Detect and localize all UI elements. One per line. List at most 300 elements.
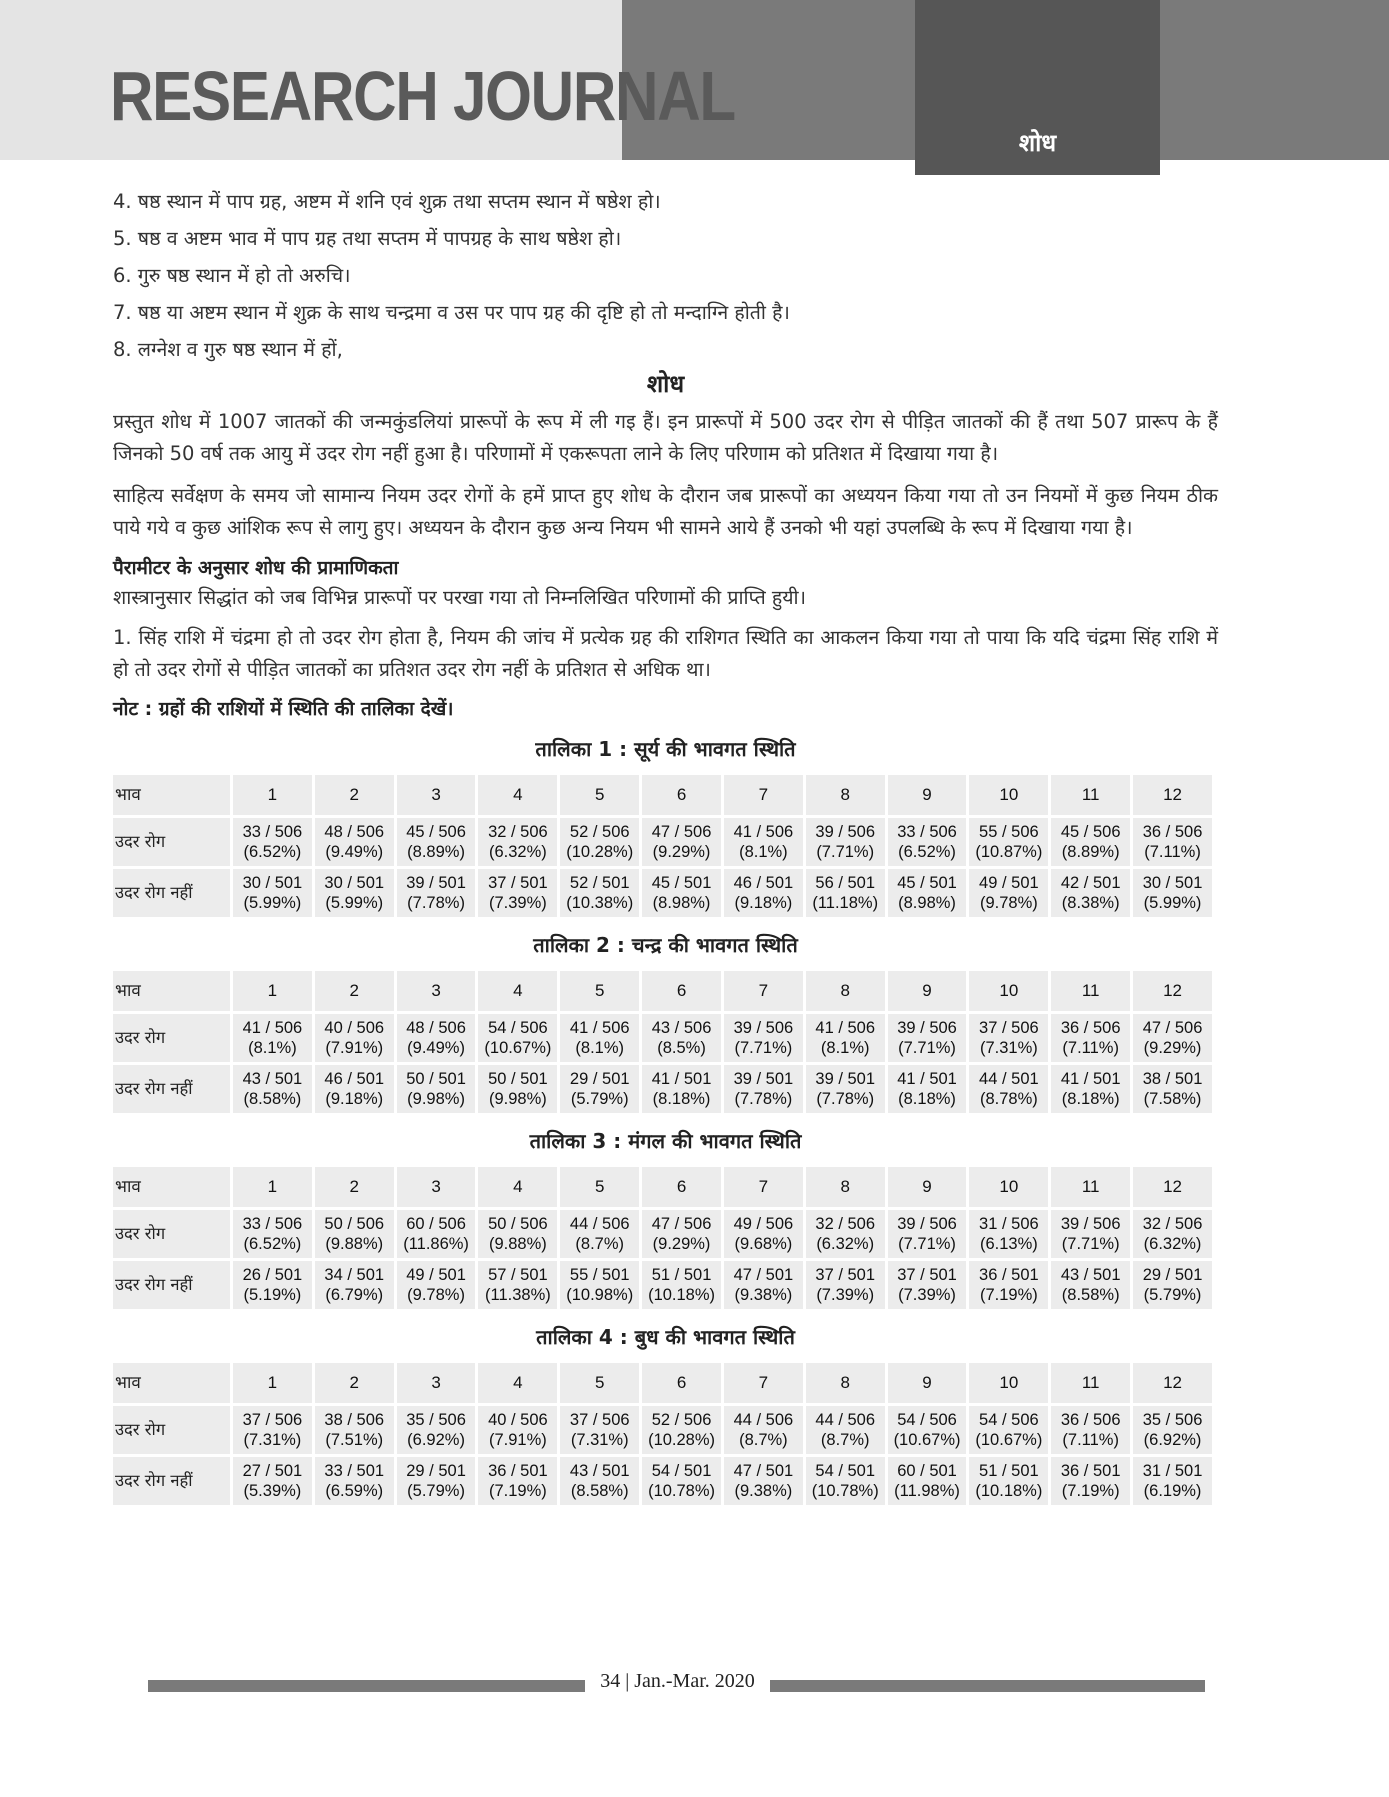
cell-percent: (7.11%) xyxy=(1062,1039,1119,1057)
table-cell xyxy=(724,818,803,866)
table-cell xyxy=(888,1014,967,1062)
table-cell xyxy=(888,869,967,917)
cell-count: 47 / 501 xyxy=(733,1462,794,1480)
table-cell xyxy=(1051,818,1130,866)
table-cell xyxy=(888,1065,967,1113)
cell-percent: (9.78%) xyxy=(979,894,1038,912)
table-cell xyxy=(806,1014,885,1062)
column-header-cell: 2 xyxy=(315,1363,394,1403)
cell-count: 43 / 506 xyxy=(651,1019,712,1037)
cell-count: 57 / 501 xyxy=(488,1266,548,1284)
column-header-cell: 7 xyxy=(724,1167,803,1207)
cell-percent: (7.78%) xyxy=(816,1090,875,1108)
cell-percent: (9.29%) xyxy=(1143,1039,1202,1057)
cell-count: 54 / 501 xyxy=(815,1462,876,1480)
table-cell xyxy=(806,869,885,917)
table-cell xyxy=(560,1261,639,1309)
cell-percent: (7.71%) xyxy=(898,1039,956,1057)
cell-count: 50 / 501 xyxy=(488,1070,548,1088)
cell-count: 30 / 501 xyxy=(1142,874,1203,892)
cell-count: 41 / 506 xyxy=(815,1019,876,1037)
cell-count: 49 / 501 xyxy=(406,1266,466,1284)
cell-percent: (10.98%) xyxy=(566,1286,634,1304)
table-cell xyxy=(724,1406,803,1454)
row-label-cell: उदर रोग xyxy=(113,818,230,866)
cell-percent: (9.18%) xyxy=(325,1090,384,1108)
cell-percent: (7.71%) xyxy=(1061,1235,1120,1253)
cell-percent: (10.28%) xyxy=(648,1431,716,1449)
cell-count: 32 / 506 xyxy=(488,823,548,841)
column-header-cell: 4 xyxy=(478,775,557,815)
table-header-row xyxy=(113,1363,1212,1403)
cell-count: 36 / 501 xyxy=(1060,1462,1121,1480)
cell-count: 54 / 506 xyxy=(979,1411,1039,1429)
cell-count: 54 / 501 xyxy=(651,1462,712,1480)
data-table-block xyxy=(113,734,1218,920)
cell-count: 45 / 506 xyxy=(406,823,466,841)
table-cell xyxy=(888,1457,967,1505)
header-label-cell: भाव xyxy=(113,971,230,1011)
table-cell xyxy=(724,1210,803,1258)
table-row xyxy=(113,869,1212,917)
table-row xyxy=(113,1457,1212,1505)
table-cell xyxy=(724,1065,803,1113)
cell-count: 48 / 506 xyxy=(406,1019,466,1037)
cell-percent: (6.92%) xyxy=(1143,1431,1202,1449)
cell-percent: (7.39%) xyxy=(489,894,547,912)
cell-count: 33 / 506 xyxy=(242,823,303,841)
table-cell xyxy=(397,1261,476,1309)
table-cell xyxy=(1133,1261,1212,1309)
cell-percent: (5.39%) xyxy=(243,1482,302,1500)
cell-count: 49 / 501 xyxy=(979,874,1039,892)
table-cell xyxy=(478,869,557,917)
cell-count: 41 / 501 xyxy=(651,1070,712,1088)
cell-percent: (9.49%) xyxy=(407,1039,465,1057)
table-cell xyxy=(888,818,967,866)
cell-count: 44 / 506 xyxy=(569,1215,630,1233)
table-cell xyxy=(560,1065,639,1113)
table-cell xyxy=(1133,1457,1212,1505)
cell-count: 60 / 506 xyxy=(406,1215,466,1233)
cell-percent: (6.32%) xyxy=(1143,1235,1202,1253)
table-cell xyxy=(397,1014,476,1062)
paragraph: शास्त्रानुसार सिद्धांत को जब विभिन्न प्रारूपों पर परखा गया तो निम्नलिखित परिणामों की प्राप्ति हुयी। xyxy=(113,586,806,609)
table-cell xyxy=(397,1457,476,1505)
cell-percent: (10.87%) xyxy=(975,843,1043,861)
cell-count: 31 / 501 xyxy=(1142,1462,1203,1480)
table-cell xyxy=(1133,1065,1212,1113)
cell-percent: (8.7%) xyxy=(739,1431,788,1449)
footer-bar-right xyxy=(770,1680,1205,1692)
table-cell xyxy=(969,1210,1048,1258)
cell-percent: (10.67%) xyxy=(484,1039,552,1057)
data-table xyxy=(110,1360,1215,1508)
table-cell xyxy=(315,869,394,917)
table-cell xyxy=(806,1406,885,1454)
cell-count: 45 / 506 xyxy=(1060,823,1121,841)
header-label-cell: भाव xyxy=(113,1167,230,1207)
cell-count: 33 / 506 xyxy=(242,1215,303,1233)
table-cell xyxy=(969,1457,1048,1505)
table-cell xyxy=(233,1210,312,1258)
cell-percent: (6.92%) xyxy=(407,1431,465,1449)
column-header-cell: 2 xyxy=(315,971,394,1011)
row-label-cell: उदर रोग नहीं xyxy=(113,1261,230,1309)
cell-percent: (5.79%) xyxy=(1143,1286,1202,1304)
cell-percent: (8.18%) xyxy=(652,1090,711,1108)
column-header-cell: 11 xyxy=(1051,1363,1130,1403)
cell-count: 31 / 506 xyxy=(979,1215,1039,1233)
cell-count: 41 / 506 xyxy=(733,823,794,841)
table-cell xyxy=(1133,818,1212,866)
cell-percent: (6.19%) xyxy=(1143,1482,1202,1500)
cell-count: 36 / 506 xyxy=(1142,823,1203,841)
table-cell xyxy=(1051,1210,1130,1258)
cell-percent: (7.39%) xyxy=(816,1286,875,1304)
data-table xyxy=(110,772,1215,920)
cell-percent: (9.29%) xyxy=(652,843,711,861)
column-header-cell: 11 xyxy=(1051,775,1130,815)
cell-percent: (9.98%) xyxy=(489,1090,547,1108)
cell-percent: (8.98%) xyxy=(898,894,956,912)
table-cell xyxy=(642,869,721,917)
cell-count: 37 / 506 xyxy=(242,1411,303,1429)
rule-item: 5. षष्ठ व अष्टम भाव में पाप ग्रह तथा सप्तम में पापग्रह के साथ षष्ठेश हो। xyxy=(113,227,622,250)
table-title: तालिका 1 : सूर्य की भावगत स्थिति xyxy=(535,737,796,761)
cell-percent: (10.38%) xyxy=(566,894,634,912)
cell-count: 48 / 506 xyxy=(324,823,385,841)
cell-percent: (6.32%) xyxy=(816,1235,875,1253)
table-header-row xyxy=(113,971,1212,1011)
column-header-cell: 6 xyxy=(642,775,721,815)
cell-percent: (5.79%) xyxy=(407,1482,465,1500)
table-cell xyxy=(642,1457,721,1505)
column-header-cell: 1 xyxy=(233,971,312,1011)
header-label-cell: भाव xyxy=(113,1363,230,1403)
table-cell xyxy=(233,869,312,917)
column-header-cell: 3 xyxy=(397,1167,476,1207)
cell-percent: (10.28%) xyxy=(566,843,634,861)
cell-count: 50 / 506 xyxy=(488,1215,548,1233)
table-cell xyxy=(233,1014,312,1062)
column-header-cell: 7 xyxy=(724,775,803,815)
cell-percent: (6.32%) xyxy=(489,843,547,861)
cell-percent: (7.31%) xyxy=(243,1431,302,1449)
cell-percent: (7.71%) xyxy=(898,1235,956,1253)
cell-percent: (5.99%) xyxy=(325,894,384,912)
table-cell xyxy=(478,1065,557,1113)
column-header-cell: 4 xyxy=(478,1363,557,1403)
column-header-cell: 5 xyxy=(560,775,639,815)
cell-count: 46 / 501 xyxy=(733,874,794,892)
cell-count: 37 / 501 xyxy=(897,1266,957,1284)
cell-percent: (10.67%) xyxy=(893,1431,961,1449)
column-header-cell: 11 xyxy=(1051,971,1130,1011)
cell-count: 42 / 501 xyxy=(1060,874,1121,892)
article-body xyxy=(113,183,1218,1508)
column-header-cell: 5 xyxy=(560,971,639,1011)
column-header-cell: 5 xyxy=(560,1363,639,1403)
cell-count: 29 / 501 xyxy=(1142,1266,1203,1284)
table-cell xyxy=(1051,1261,1130,1309)
column-header-cell: 1 xyxy=(233,775,312,815)
cell-percent: (6.52%) xyxy=(243,843,302,861)
row-label-cell: उदर रोग xyxy=(113,1210,230,1258)
note: नोट : ग्रहों की राशियों में स्थिति की तालिका देखें। xyxy=(113,698,454,720)
table-cell xyxy=(1051,869,1130,917)
page-info: 34 | Jan.-Mar. 2020 xyxy=(600,1670,755,1692)
column-header-cell: 11 xyxy=(1051,1167,1130,1207)
table-cell xyxy=(560,1406,639,1454)
table-cell xyxy=(806,1065,885,1113)
cell-percent: (9.98%) xyxy=(407,1090,465,1108)
tables-container xyxy=(113,734,1218,1508)
row-label-cell: उदर रोग xyxy=(113,1014,230,1062)
cell-percent: (7.71%) xyxy=(816,843,875,861)
column-header-cell: 6 xyxy=(642,1363,721,1403)
cell-percent: (7.19%) xyxy=(979,1286,1038,1304)
table-cell xyxy=(233,818,312,866)
table-cell xyxy=(1133,1406,1212,1454)
cell-count: 40 / 506 xyxy=(324,1019,385,1037)
table-cell xyxy=(969,1406,1048,1454)
table-cell xyxy=(478,1014,557,1062)
paragraph: प्रस्तुत शोध में 1007 जातकों की जन्मकुंडलियां प्रारूपों के रूप में ली गइ हैं। इन प्रारूपों में 500 उदर रोग से पीड़ित जातकों की हैं तथा 507 प्रारूप के हैं जिनको 50 वर्ष तक आयु में उदर रोग नहीं हुआ है। परिणामों में एकरूपता लाने के लिए परिणाम को प्रतिशत में दिखाया गया है। xyxy=(113,410,1218,465)
paragraph: साहित्य सर्वेक्षण के समय जो सामान्य नियम उदर रोगों के हमें प्राप्त हुए शोध के दौरान जब प्रारूपों का अध्ययन किया गया तो उन नियमों में कुछ नियम ठीक पाये गये व कुछ आंशिक रूप से लागु हुए। अध्ययन के दौरान कुछ अन्य नियम भी सामने आये हैं उनको भी यहां उपलब्धि के रूप में दिखाया गया है। xyxy=(113,484,1218,539)
cell-count: 33 / 506 xyxy=(897,823,957,841)
column-header-cell: 2 xyxy=(315,1167,394,1207)
cell-count: 38 / 506 xyxy=(324,1411,385,1429)
table-cell xyxy=(724,1457,803,1505)
column-header-cell: 8 xyxy=(806,1363,885,1403)
cell-count: 43 / 501 xyxy=(1060,1266,1121,1284)
cell-percent: (8.89%) xyxy=(407,843,465,861)
cell-percent: (7.58%) xyxy=(1143,1090,1202,1108)
table-cell xyxy=(642,1065,721,1113)
cell-percent: (6.79%) xyxy=(325,1286,384,1304)
cell-percent: (7.31%) xyxy=(570,1431,629,1449)
column-header-cell: 10 xyxy=(969,1167,1048,1207)
table-cell xyxy=(560,1210,639,1258)
cell-count: 41 / 501 xyxy=(897,1070,957,1088)
cell-count: 26 / 501 xyxy=(242,1266,303,1284)
journal-title: RESEARCH JOURNAL xyxy=(110,57,735,135)
cell-count: 44 / 506 xyxy=(733,1411,794,1429)
cell-count: 30 / 501 xyxy=(324,874,385,892)
table-cell xyxy=(478,1406,557,1454)
rule-item: 4. षष्ठ स्थान में पाप ग्रह, अष्टम में शनि एवं शुक्र तथा सप्तम स्थान में षष्ठेश हो। xyxy=(113,190,661,213)
cell-percent: (8.58%) xyxy=(243,1090,302,1108)
table-cell xyxy=(969,1014,1048,1062)
cell-percent: (7.19%) xyxy=(489,1482,547,1500)
column-header-cell: 1 xyxy=(233,1363,312,1403)
table-cell xyxy=(969,818,1048,866)
cell-percent: (5.99%) xyxy=(1143,894,1202,912)
table-cell xyxy=(478,1261,557,1309)
table-cell xyxy=(397,869,476,917)
cell-count: 40 / 506 xyxy=(488,1411,548,1429)
cell-percent: (9.18%) xyxy=(734,894,793,912)
cell-count: 60 / 501 xyxy=(897,1462,957,1480)
column-header-cell: 4 xyxy=(478,971,557,1011)
cell-count: 41 / 501 xyxy=(1060,1070,1121,1088)
cell-count: 38 / 501 xyxy=(1142,1070,1203,1088)
cell-percent: (9.38%) xyxy=(734,1286,793,1304)
column-header-cell: 3 xyxy=(397,775,476,815)
cell-count: 52 / 501 xyxy=(569,874,630,892)
cell-count: 51 / 501 xyxy=(651,1266,712,1284)
cell-percent: (8.5%) xyxy=(657,1039,706,1057)
table-cell xyxy=(806,1457,885,1505)
table-cell xyxy=(1133,869,1212,917)
cell-percent: (8.1%) xyxy=(248,1039,297,1057)
column-header-cell: 12 xyxy=(1133,775,1212,815)
cell-count: 45 / 501 xyxy=(897,874,957,892)
cell-count: 50 / 501 xyxy=(406,1070,466,1088)
cell-count: 44 / 506 xyxy=(815,1411,876,1429)
column-header-cell: 8 xyxy=(806,971,885,1011)
column-header-cell: 4 xyxy=(478,1167,557,1207)
cell-count: 36 / 506 xyxy=(1060,1019,1121,1037)
cell-count: 41 / 506 xyxy=(242,1019,303,1037)
cell-count: 47 / 506 xyxy=(651,1215,712,1233)
cell-percent: (7.19%) xyxy=(1061,1482,1120,1500)
cell-count: 39 / 506 xyxy=(733,1019,794,1037)
cell-count: 56 / 501 xyxy=(815,874,876,892)
cell-percent: (7.39%) xyxy=(898,1286,956,1304)
table-cell xyxy=(969,1261,1048,1309)
cell-percent: (7.78%) xyxy=(734,1090,793,1108)
column-header-cell: 7 xyxy=(724,1363,803,1403)
cell-count: 37 / 501 xyxy=(815,1266,876,1284)
table-cell xyxy=(478,818,557,866)
cell-count: 47 / 501 xyxy=(733,1266,794,1284)
table-cell xyxy=(1051,1065,1130,1113)
cell-count: 34 / 501 xyxy=(324,1266,385,1284)
column-header-cell: 12 xyxy=(1133,971,1212,1011)
paragraph: 1. सिंह राशि में चंद्रमा हो तो उदर रोग होता है, नियम की जांच में प्रत्येक ग्रह की राशिगत स्थिति का आकलन किया गया तो पाया कि यदि चंद्रमा सिंह राशि में हो तो उदर रोगों से पीड़ित जातकों का प्रतिशत उदर रोग नहीं के प्रतिशत से अधिक था। xyxy=(113,626,1218,681)
cell-percent: (8.1%) xyxy=(820,1039,870,1057)
table-cell xyxy=(888,1261,967,1309)
cell-percent: (8.58%) xyxy=(1061,1286,1120,1304)
table-cell xyxy=(478,1210,557,1258)
table-cell xyxy=(315,1014,394,1062)
cell-percent: (9.88%) xyxy=(489,1235,547,1253)
table-cell xyxy=(315,1210,394,1258)
table-cell xyxy=(642,1014,721,1062)
rule-item: 7. षष्ठ या अष्टम स्थान में शुक्र के साथ चन्द्रमा व उस पर पाप ग्रह की दृष्टि हो तो मन्दाग्नि होती है। xyxy=(113,301,790,324)
cell-count: 35 / 506 xyxy=(406,1411,466,1429)
column-header-cell: 10 xyxy=(969,1363,1048,1403)
table-cell xyxy=(806,818,885,866)
table-row xyxy=(113,1406,1212,1454)
cell-percent: (7.51%) xyxy=(325,1431,384,1449)
column-header-cell: 8 xyxy=(806,1167,885,1207)
table-row xyxy=(113,1014,1212,1062)
cell-count: 39 / 506 xyxy=(897,1215,957,1233)
table-cell xyxy=(1133,1210,1212,1258)
column-header-cell: 1 xyxy=(233,1167,312,1207)
footer-bar-left xyxy=(148,1680,585,1692)
cell-count: 39 / 501 xyxy=(733,1070,794,1088)
table-title: तालिका 4 : बुध की भावगत स्थिति xyxy=(536,1325,795,1349)
cell-percent: (8.7%) xyxy=(575,1235,625,1253)
cell-count: 54 / 506 xyxy=(488,1019,548,1037)
cell-percent: (7.31%) xyxy=(979,1039,1038,1057)
cell-count: 52 / 506 xyxy=(569,823,630,841)
table-cell xyxy=(1051,1406,1130,1454)
table-cell xyxy=(397,1065,476,1113)
table-cell xyxy=(233,1065,312,1113)
table-cell xyxy=(233,1406,312,1454)
cell-percent: (8.38%) xyxy=(1061,894,1120,912)
table-cell xyxy=(560,1457,639,1505)
cell-count: 39 / 506 xyxy=(897,1019,957,1037)
section-heading: शोध xyxy=(646,370,685,398)
column-header-cell: 10 xyxy=(969,971,1048,1011)
table-cell xyxy=(315,1261,394,1309)
cell-percent: (8.1%) xyxy=(575,1039,625,1057)
cell-count: 37 / 506 xyxy=(569,1411,630,1429)
table-cell xyxy=(560,1014,639,1062)
cell-count: 36 / 501 xyxy=(979,1266,1039,1284)
cell-percent: (9.49%) xyxy=(325,843,384,861)
rule-item: 6. गुरु षष्ठ स्थान में हो तो अरुचि। xyxy=(113,264,351,287)
column-header-cell: 6 xyxy=(642,971,721,1011)
cell-percent: (6.52%) xyxy=(243,1235,302,1253)
cell-count: 44 / 501 xyxy=(979,1070,1039,1088)
table-cell xyxy=(642,1210,721,1258)
rule-item: 8. लग्नेश व गुरु षष्ठ स्थान में हों, xyxy=(113,338,343,361)
cell-percent: (7.91%) xyxy=(325,1039,384,1057)
table-cell xyxy=(642,818,721,866)
table-cell xyxy=(397,1210,476,1258)
table-row xyxy=(113,1261,1212,1309)
column-header-cell: 3 xyxy=(397,971,476,1011)
cell-percent: (10.78%) xyxy=(811,1482,879,1500)
cell-percent: (8.58%) xyxy=(570,1482,629,1500)
cell-percent: (11.98%) xyxy=(894,1482,960,1500)
cell-percent: (11.18%) xyxy=(812,894,879,912)
column-header-cell: 12 xyxy=(1133,1167,1212,1207)
table-cell xyxy=(1133,1014,1212,1062)
row-label-cell: उदर रोग नहीं xyxy=(113,1065,230,1113)
cell-percent: (10.18%) xyxy=(648,1286,716,1304)
data-table-block xyxy=(113,1322,1218,1508)
table-cell xyxy=(315,1457,394,1505)
header-label-cell: भाव xyxy=(113,775,230,815)
table-cell xyxy=(969,1065,1048,1113)
cell-count: 55 / 506 xyxy=(979,823,1039,841)
table-cell xyxy=(724,869,803,917)
data-table xyxy=(110,1164,1215,1312)
table-cell xyxy=(1051,1457,1130,1505)
cell-percent: (10.67%) xyxy=(975,1431,1043,1449)
cell-count: 49 / 506 xyxy=(733,1215,794,1233)
table-cell xyxy=(806,1261,885,1309)
cell-percent: (8.7%) xyxy=(820,1431,870,1449)
cell-count: 52 / 506 xyxy=(651,1411,712,1429)
cell-percent: (5.19%) xyxy=(243,1286,302,1304)
row-label-cell: उदर रोग नहीं xyxy=(113,869,230,917)
table-cell xyxy=(724,1014,803,1062)
cell-percent: (10.18%) xyxy=(975,1482,1043,1500)
cell-percent: (7.11%) xyxy=(1062,1431,1119,1449)
cell-percent: (6.59%) xyxy=(325,1482,384,1500)
column-header-cell: 5 xyxy=(560,1167,639,1207)
cell-count: 55 / 501 xyxy=(569,1266,630,1284)
